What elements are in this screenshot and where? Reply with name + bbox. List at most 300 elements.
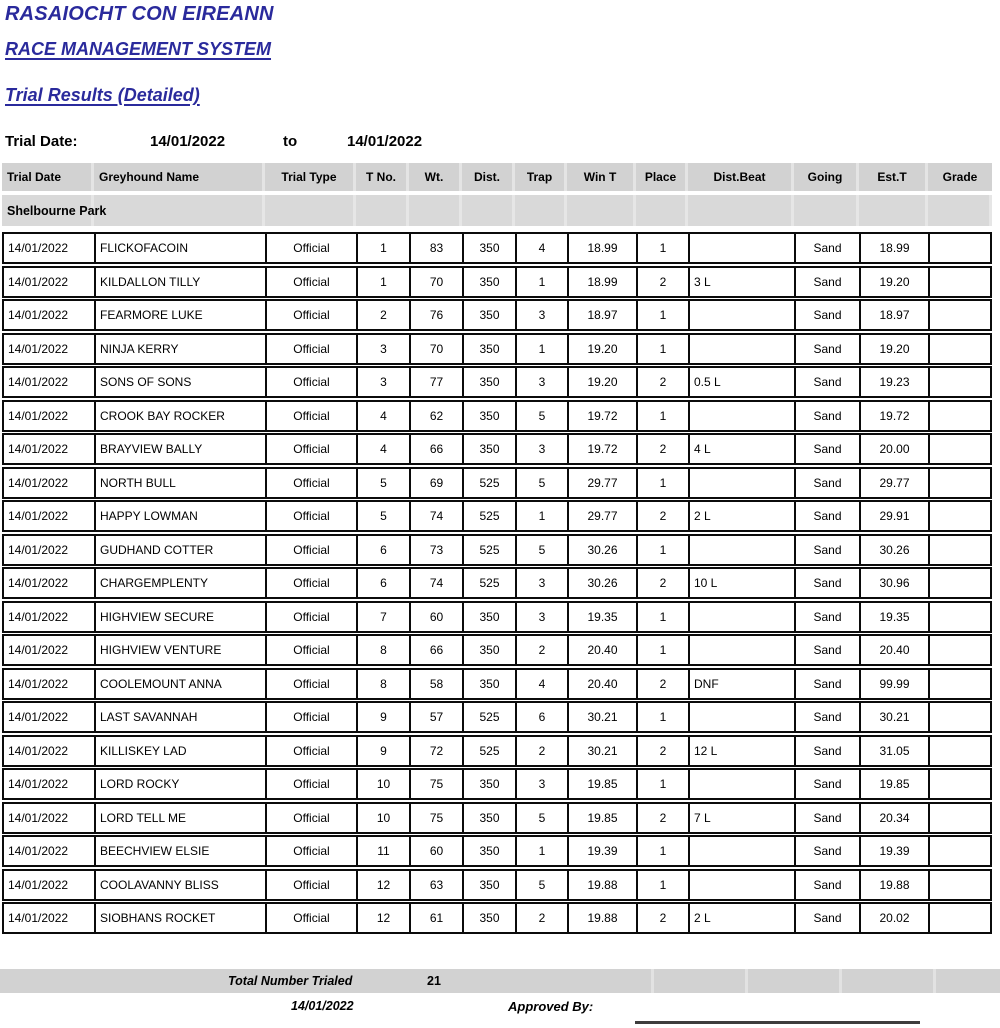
table-cell: 30.21 <box>861 703 930 731</box>
column-header-dist-beat: Dist.Beat <box>688 163 794 191</box>
table-cell <box>930 804 990 832</box>
table-cell: 5 <box>358 502 411 530</box>
table-cell: 14/01/2022 <box>4 402 96 430</box>
table-cell: Official <box>267 234 358 262</box>
table-cell: 5 <box>517 536 569 564</box>
table-cell: 14/01/2022 <box>4 636 96 664</box>
table-cell: Sand <box>796 904 861 932</box>
table-cell: 7 L <box>690 804 796 832</box>
table-cell: 525 <box>464 569 517 597</box>
band-stripe-cell <box>859 195 928 226</box>
band-stripe-cell <box>356 195 409 226</box>
table-body <box>2 232 992 934</box>
table-cell: Official <box>267 268 358 296</box>
table-cell: 14/01/2022 <box>4 569 96 597</box>
table-cell: Sand <box>796 569 861 597</box>
table-cell: NORTH BULL <box>96 469 267 497</box>
table-cell: 0.5 L <box>690 368 796 396</box>
table-cell: Sand <box>796 603 861 631</box>
table-cell: COOLEMOUNT ANNA <box>96 670 267 698</box>
table-cell: LORD TELL ME <box>96 804 267 832</box>
table-cell: 20.34 <box>861 804 930 832</box>
table-cell: 2 <box>638 569 690 597</box>
table-cell: 11 <box>358 837 411 865</box>
table-cell <box>690 301 796 329</box>
table-cell: 18.99 <box>861 234 930 262</box>
table-cell: 3 <box>358 368 411 396</box>
table-cell <box>690 871 796 899</box>
table-cell: 1 <box>638 402 690 430</box>
table-cell <box>930 636 990 664</box>
table-cell: 1 <box>517 837 569 865</box>
table-cell: Official <box>267 335 358 363</box>
org-title: RASAIOCHT CON EIREANN <box>5 3 274 25</box>
footer-date: 14/01/2022 <box>291 999 354 1013</box>
table-cell: 30.96 <box>861 569 930 597</box>
table-cell <box>930 703 990 731</box>
table-cell: 19.39 <box>861 837 930 865</box>
table-cell: 62 <box>411 402 464 430</box>
table-cell: 74 <box>411 569 464 597</box>
band-stripe-cell <box>515 195 567 226</box>
table-cell: Sand <box>796 670 861 698</box>
table-cell: GUDHAND COTTER <box>96 536 267 564</box>
table-cell: KILDALLON TILLY <box>96 268 267 296</box>
track-group-label: Shelbourne Park <box>7 203 107 218</box>
table-cell: 4 L <box>690 435 796 463</box>
table-cell: SIOBHANS ROCKET <box>96 904 267 932</box>
column-header-est-t: Est.T <box>859 163 928 191</box>
table-cell <box>930 569 990 597</box>
table-cell: Sand <box>796 502 861 530</box>
table-cell <box>690 703 796 731</box>
table-row <box>2 433 992 465</box>
band-stripe-cell <box>265 195 356 226</box>
table-cell: 14/01/2022 <box>4 703 96 731</box>
table-cell: 3 <box>517 770 569 798</box>
column-header-trap: Trap <box>515 163 567 191</box>
table-cell: 69 <box>411 469 464 497</box>
table-cell: 60 <box>411 837 464 865</box>
total-trialed-label: Total Number Trialed <box>228 974 353 988</box>
table-cell: 5 <box>517 871 569 899</box>
table-cell: 2 <box>638 268 690 296</box>
table-cell: 1 <box>517 268 569 296</box>
table-cell: 19.85 <box>569 804 638 832</box>
table-cell <box>930 871 990 899</box>
table-row <box>2 467 992 499</box>
table-cell: 3 <box>517 368 569 396</box>
table-cell: BRAYVIEW BALLY <box>96 435 267 463</box>
table-cell: 10 <box>358 770 411 798</box>
table-cell: 19.35 <box>861 603 930 631</box>
table-cell: 9 <box>358 703 411 731</box>
table-cell: 8 <box>358 670 411 698</box>
table-cell: 12 <box>358 871 411 899</box>
table-cell: 4 <box>517 670 569 698</box>
table-cell: 14/01/2022 <box>4 335 96 363</box>
table-cell: 75 <box>411 770 464 798</box>
table-cell <box>930 234 990 262</box>
table-cell: Official <box>267 569 358 597</box>
table-cell: 18.97 <box>569 301 638 329</box>
trial-date-filter <box>0 133 1000 153</box>
table-row <box>2 802 992 834</box>
table-cell <box>930 335 990 363</box>
table-cell: 72 <box>411 737 464 765</box>
table-cell: 20.40 <box>569 670 638 698</box>
table-row <box>2 232 992 264</box>
table-cell: 73 <box>411 536 464 564</box>
table-cell: 2 L <box>690 904 796 932</box>
table-cell: 19.20 <box>861 335 930 363</box>
table-cell: 76 <box>411 301 464 329</box>
footer-line <box>0 999 1000 1019</box>
table-cell: CHARGEMPLENTY <box>96 569 267 597</box>
table-cell <box>930 368 990 396</box>
table-cell: 4 <box>517 234 569 262</box>
table-cell: COOLAVANNY BLISS <box>96 871 267 899</box>
table-cell: KILLISKEY LAD <box>96 737 267 765</box>
table-cell: Official <box>267 368 358 396</box>
table-cell: 8 <box>358 636 411 664</box>
table-cell: 350 <box>464 603 517 631</box>
table-header-row <box>2 163 992 191</box>
table-cell: 14/01/2022 <box>4 737 96 765</box>
table-cell: 61 <box>411 904 464 932</box>
table-cell: 1 <box>638 301 690 329</box>
table-cell: Sand <box>796 636 861 664</box>
table-cell: 14/01/2022 <box>4 904 96 932</box>
table-cell: 63 <box>411 871 464 899</box>
table-row <box>2 835 992 867</box>
band-stripe-cell <box>409 195 462 226</box>
table-cell: 19.72 <box>861 402 930 430</box>
table-row <box>2 299 992 331</box>
band-stripe-cell <box>462 195 515 226</box>
table-cell: 99.99 <box>861 670 930 698</box>
table-cell: 350 <box>464 268 517 296</box>
column-header-grade: Grade <box>928 163 992 191</box>
track-group-band <box>2 195 992 226</box>
table-cell: 7 <box>358 603 411 631</box>
table-cell: HIGHVIEW SECURE <box>96 603 267 631</box>
table-cell: Official <box>267 703 358 731</box>
table-cell: 29.91 <box>861 502 930 530</box>
table-cell: BEECHVIEW ELSIE <box>96 837 267 865</box>
table-cell: 2 <box>517 636 569 664</box>
table-cell: FEARMORE LUKE <box>96 301 267 329</box>
table-cell <box>930 469 990 497</box>
table-cell: 30.21 <box>569 703 638 731</box>
table-cell: 19.39 <box>569 837 638 865</box>
table-cell: Official <box>267 603 358 631</box>
table-cell: 3 <box>517 603 569 631</box>
total-trialed-value: 21 <box>427 974 441 988</box>
table-cell: 1 <box>638 837 690 865</box>
table-cell: Official <box>267 301 358 329</box>
table-cell: 1 <box>358 268 411 296</box>
table-cell: 350 <box>464 804 517 832</box>
table-cell: Official <box>267 904 358 932</box>
table-cell: 5 <box>517 804 569 832</box>
table-row <box>2 534 992 566</box>
table-cell: 2 <box>638 670 690 698</box>
table-cell: 29.77 <box>569 469 638 497</box>
table-cell: 14/01/2022 <box>4 770 96 798</box>
table-cell: 6 <box>358 536 411 564</box>
table-cell: 1 <box>358 234 411 262</box>
table-cell: 12 <box>358 904 411 932</box>
table-cell: 14/01/2022 <box>4 536 96 564</box>
table-cell <box>930 301 990 329</box>
table-cell <box>930 402 990 430</box>
table-row <box>2 668 992 700</box>
table-cell: 350 <box>464 871 517 899</box>
table-cell: Official <box>267 469 358 497</box>
trial-date-to: 14/01/2022 <box>347 133 423 150</box>
table-cell <box>690 335 796 363</box>
table-cell: 525 <box>464 737 517 765</box>
table-cell: 9 <box>358 737 411 765</box>
table-cell <box>690 770 796 798</box>
table-cell: Official <box>267 435 358 463</box>
table-cell: 1 <box>638 770 690 798</box>
table-cell: 1 <box>638 234 690 262</box>
table-cell: 1 <box>638 335 690 363</box>
table-cell <box>930 904 990 932</box>
table-cell: 3 <box>517 301 569 329</box>
table-cell: Sand <box>796 804 861 832</box>
table-cell: 1 <box>638 469 690 497</box>
band-stripe-cell <box>636 195 688 226</box>
table-cell: 2 <box>638 435 690 463</box>
table-cell: Sand <box>796 703 861 731</box>
system-title: RACE MANAGEMENT SYSTEM <box>5 39 272 59</box>
column-header-trial-type: Trial Type <box>265 163 356 191</box>
table-cell: 30.26 <box>569 536 638 564</box>
table-cell: 1 <box>638 871 690 899</box>
table-cell: Official <box>267 737 358 765</box>
table-cell: HAPPY LOWMAN <box>96 502 267 530</box>
table-cell: FLICKOFACOIN <box>96 234 267 262</box>
approved-by-label: Approved By: <box>508 999 594 1014</box>
table-cell: 14/01/2022 <box>4 502 96 530</box>
table-cell: Sand <box>796 435 861 463</box>
table-cell <box>930 435 990 463</box>
table-cell: 19.23 <box>861 368 930 396</box>
table-cell: 19.88 <box>569 904 638 932</box>
column-header-dist: Dist. <box>462 163 515 191</box>
table-cell: LORD ROCKY <box>96 770 267 798</box>
table-row <box>2 634 992 666</box>
table-cell: 350 <box>464 670 517 698</box>
table-cell: 14/01/2022 <box>4 234 96 262</box>
column-header-greyhound-name: Greyhound Name <box>94 163 265 191</box>
total-band <box>0 969 1000 993</box>
table-cell <box>930 603 990 631</box>
table-cell: 19.20 <box>861 268 930 296</box>
table-cell: Sand <box>796 871 861 899</box>
table-cell: 4 <box>358 435 411 463</box>
table-cell: 350 <box>464 402 517 430</box>
table-cell: 1 <box>517 335 569 363</box>
band-stripe-cell <box>94 195 265 226</box>
table-cell: 31.05 <box>861 737 930 765</box>
table-cell: 3 <box>517 435 569 463</box>
table-cell: 66 <box>411 435 464 463</box>
table-cell: Sand <box>796 469 861 497</box>
table-row <box>2 366 992 398</box>
table-cell: 1 <box>638 703 690 731</box>
table-cell: 350 <box>464 837 517 865</box>
table-cell: Sand <box>796 234 861 262</box>
table-cell: Official <box>267 804 358 832</box>
table-cell: CROOK BAY ROCKER <box>96 402 267 430</box>
table-cell: 19.72 <box>569 435 638 463</box>
table-cell: 14/01/2022 <box>4 670 96 698</box>
table-cell: Official <box>267 502 358 530</box>
table-cell <box>930 770 990 798</box>
table-cell: 2 <box>638 804 690 832</box>
table-cell: Official <box>267 536 358 564</box>
table-cell: 1 <box>517 502 569 530</box>
table-cell: 14/01/2022 <box>4 837 96 865</box>
table-cell: 10 <box>358 804 411 832</box>
table-cell <box>690 469 796 497</box>
table-cell: Official <box>267 636 358 664</box>
table-cell: 14/01/2022 <box>4 301 96 329</box>
column-header-going: Going <box>794 163 859 191</box>
table-cell: 20.40 <box>861 636 930 664</box>
table-cell: 18.99 <box>569 268 638 296</box>
table-cell: DNF <box>690 670 796 698</box>
table-cell: Sand <box>796 837 861 865</box>
table-cell: Sand <box>796 301 861 329</box>
table-cell: SONS OF SONS <box>96 368 267 396</box>
table-cell <box>930 502 990 530</box>
table-cell: 77 <box>411 368 464 396</box>
band-stripes <box>560 969 1000 993</box>
table-cell: 2 <box>638 502 690 530</box>
column-header-wt: Wt. <box>409 163 462 191</box>
table-cell: 18.97 <box>861 301 930 329</box>
table-cell: 525 <box>464 703 517 731</box>
table-cell: 30.26 <box>569 569 638 597</box>
table-cell: 3 <box>358 335 411 363</box>
table-cell: 350 <box>464 435 517 463</box>
table-cell: 2 <box>517 737 569 765</box>
table-row <box>2 768 992 800</box>
table-cell: 5 <box>517 469 569 497</box>
table-cell: 14/01/2022 <box>4 603 96 631</box>
table-cell: 29.77 <box>861 469 930 497</box>
table-cell: 4 <box>358 402 411 430</box>
column-header-win-t: Win T <box>567 163 636 191</box>
table-cell: 2 <box>638 904 690 932</box>
table-row <box>2 266 992 298</box>
column-header-trial-date: Trial Date <box>2 163 94 191</box>
table-cell: 19.88 <box>569 871 638 899</box>
table-cell: 350 <box>464 904 517 932</box>
table-cell: 14/01/2022 <box>4 469 96 497</box>
table-cell: Official <box>267 837 358 865</box>
table-cell: 75 <box>411 804 464 832</box>
table-row <box>2 400 992 432</box>
band-stripe-cell <box>567 195 636 226</box>
table-cell: 2 L <box>690 502 796 530</box>
table-row <box>2 701 992 733</box>
trial-date-to-label: to <box>283 133 298 150</box>
band-stripe-cell <box>688 195 794 226</box>
table-cell: 19.35 <box>569 603 638 631</box>
trial-date-label: Trial Date: <box>5 133 78 150</box>
table-cell: 14/01/2022 <box>4 871 96 899</box>
table-cell: 3 L <box>690 268 796 296</box>
table-row <box>2 735 992 767</box>
table-cell: 350 <box>464 234 517 262</box>
table-cell: 30.21 <box>569 737 638 765</box>
table-cell: 18.99 <box>569 234 638 262</box>
table-cell: 6 <box>358 569 411 597</box>
table-cell: 74 <box>411 502 464 530</box>
table-row <box>2 601 992 633</box>
table-cell: 70 <box>411 268 464 296</box>
table-cell: 2 <box>638 368 690 396</box>
table-cell: 19.20 <box>569 368 638 396</box>
table-cell: 2 <box>638 737 690 765</box>
table-cell: 19.20 <box>569 335 638 363</box>
column-header-t-no: T No. <box>356 163 409 191</box>
table-cell <box>930 268 990 296</box>
table-cell <box>930 536 990 564</box>
table-cell: Sand <box>796 335 861 363</box>
table-row <box>2 869 992 901</box>
table-cell: 29.77 <box>569 502 638 530</box>
table-cell: 5 <box>517 402 569 430</box>
table-cell: LAST SAVANNAH <box>96 703 267 731</box>
table-cell: 57 <box>411 703 464 731</box>
table-cell: 350 <box>464 301 517 329</box>
table-cell: NINJA KERRY <box>96 335 267 363</box>
table-row <box>2 902 992 934</box>
table-cell: 525 <box>464 469 517 497</box>
table-cell: Sand <box>796 368 861 396</box>
table-cell: 30.26 <box>861 536 930 564</box>
table-cell: Sand <box>796 268 861 296</box>
table-cell: 19.85 <box>569 770 638 798</box>
table-cell: 70 <box>411 335 464 363</box>
table-cell: 350 <box>464 335 517 363</box>
report-title: Trial Results (Detailed) <box>5 85 200 105</box>
table-cell: 19.85 <box>861 770 930 798</box>
table-cell: 20.02 <box>861 904 930 932</box>
table-cell: Official <box>267 402 358 430</box>
table-cell <box>690 837 796 865</box>
table-cell: Official <box>267 670 358 698</box>
table-cell: HIGHVIEW VENTURE <box>96 636 267 664</box>
table-cell: 1 <box>638 636 690 664</box>
trial-date-from: 14/01/2022 <box>150 133 226 150</box>
table-cell: 83 <box>411 234 464 262</box>
results-table <box>2 163 992 936</box>
signature-line <box>635 1021 920 1024</box>
table-cell <box>930 837 990 865</box>
table-cell: 20.40 <box>569 636 638 664</box>
table-cell: 20.00 <box>861 435 930 463</box>
table-row <box>2 500 992 532</box>
table-cell <box>690 603 796 631</box>
